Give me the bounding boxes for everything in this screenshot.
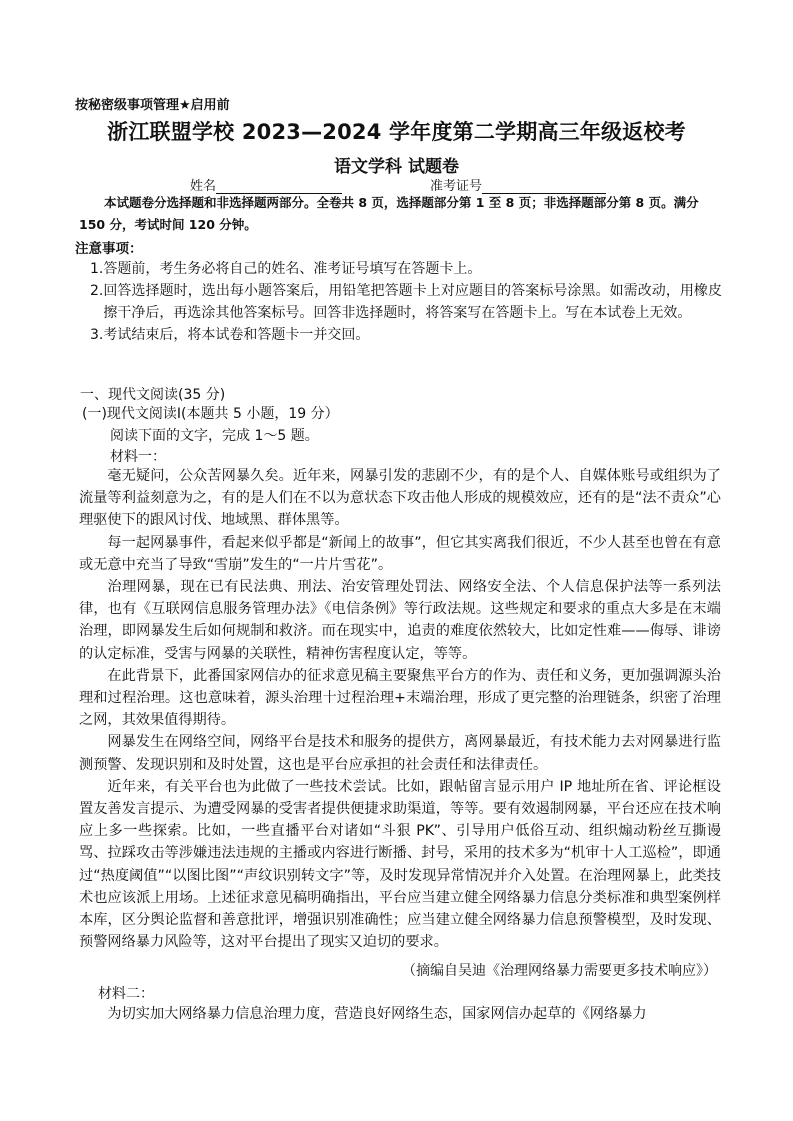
note-text: 答题前，考生务必将自己的姓名、准考证号填写在答题卡上。 (103, 261, 482, 277)
material-one-label: 材料一： (110, 449, 166, 465)
body-paragraph: 每一起网暴事件，看起来似乎都是“新闻上的故事”，但它其实离我们很近，不少人甚至也曾在有意或无意中充当了导致“雪崩”发生的“一片片雪花”。 (79, 534, 721, 573)
section-subheading: (一)现代文阅读Ⅰ(本题共 5 小题，19 分） (82, 406, 339, 422)
note-number: 2. (90, 283, 104, 299)
note-item (90, 324, 722, 346)
material-one-source: （摘编自吴迪《治理网络暴力需要更多技术响应》） (402, 963, 717, 979)
body-paragraph: 在此背景下，此番国家网信办的征求意见稿主要聚焦平台方的作为、责任和义务，更加强调源头治理和过程治理。这也意味着，源头治理十过程治理+末端治理，形成了更完整的治理链条，织密了治理之网，其效果值得期待。 (79, 667, 721, 729)
note-item (90, 258, 722, 280)
secret-level-label: 按秘密级事项管理★启用前 (75, 98, 230, 113)
note-number: 3. (90, 327, 104, 343)
notes-title: 注意事项： (75, 241, 143, 257)
exam-intro: 本试题卷分选择题和非选择题两部分。全卷共 8 页，选择题部分第 1 至 8 页；非选择题部分第 8 页。满分 150 分，考试时间 120 分钟。 (79, 195, 699, 232)
material-two-body (79, 1003, 721, 1025)
reading-instruction: 阅读下面的文字，完成 1～5 题。 (110, 428, 319, 444)
note-text: 回答选择题时，选出每小题答案后，用铅笔把答题卡上对应题目的答案标号涂黑。如需改动，用橡皮擦干净后，再选涂其他答案标号。回答非选择题时，将答案写在答题卡上。写在本试卷上无效。 (103, 283, 722, 321)
body-paragraph: 近年来，有关平台也为此做了一些技术尝试。比如，跟帖留言显示用户 IP 地址所在省、评论框设置友善发言提示、为遭受网暴的受害者提供便捷求助渠道，等等。要有效遏制网暴，平台还应在技术响应上多一些探索。比如，一些直播平台对诸如“斗狠 PK”、引导用户低俗互动、组织煽动粉丝互撕谩骂、拉踩攻击等涉嫌违法违规的主播或内容进行断播、封号，采用的技术多为“机审十人工巡检”，即通过“热度阈值”“以图比图”“声纹识别转文字”等，及时发现异常情况并介入处置。在治理网暴上，此类技术也应该派上用场。上述征求意见稿明确指出，平台应当建立健全网络暴力信息分类标准和典型案例样本库，区分舆论监督和善意批评，增强识别准确性；应当建立健全网络暴力信息预警模型，及时发现、预警网络暴力风险等，这对平台提出了现实又迫切的要求。 (79, 778, 721, 951)
section-heading: 一、现代文阅读(35 分) (80, 387, 226, 403)
material-one-body (79, 465, 721, 953)
note-number: 1. (90, 261, 104, 277)
notes-list (90, 258, 722, 346)
body-paragraph: 治理网暴，现在已有民法典、刑法、治安管理处罚法、网络安全法、个人信息保护法等一系列法律，也有《互联网信息服务管理办法》《电信条例》等行政法规。这些规定和要求的重点大多是在末端治理，即网暴发生后如何规制和救济。而在现实中，追责的难度依然较大，比如定性难——侮辱、诽谤的认定标准，受害与网暴的关联性，精神伤害程度认定，等等。 (79, 579, 721, 662)
note-text: 考试结束后，将本试卷和答题卡一并交回。 (103, 327, 370, 343)
material-two-label: 材料二： (98, 986, 154, 1002)
name-label: 姓名 (190, 179, 217, 194)
exam-subtitle: 语文学科 试题卷 (334, 157, 459, 177)
body-paragraph: 毫无疑问，公众苦网暴久矣。近年来，网暴引发的悲剧不少，有的是个人、自媒体账号或组织为了流量等利益刻意为之，有的是人们在不以为意状态下攻击他人形成的规模效应，还有的是“法不责众”心理驱使下的跟风讨伐、地域黑、群体黑等。 (79, 468, 721, 529)
note-item (90, 280, 722, 324)
body-paragraph: 为切实加大网络暴力信息治理力度，营造良好网络生态，国家网信办起草的《网络暴力 (107, 1006, 647, 1022)
exam-id-label: 准考证号 (430, 179, 483, 194)
exam-title: 浙江联盟学校 2023—2024 学年度第二学期高三年级返校考 (107, 120, 686, 144)
body-paragraph: 网暴发生在网络空间，网络平台是技术和服务的提供方，离网暴最近，有技术能力去对网暴进行监测预警、发现识别和及时处置，这也是平台应承担的社会责任和法律责任。 (79, 734, 721, 773)
